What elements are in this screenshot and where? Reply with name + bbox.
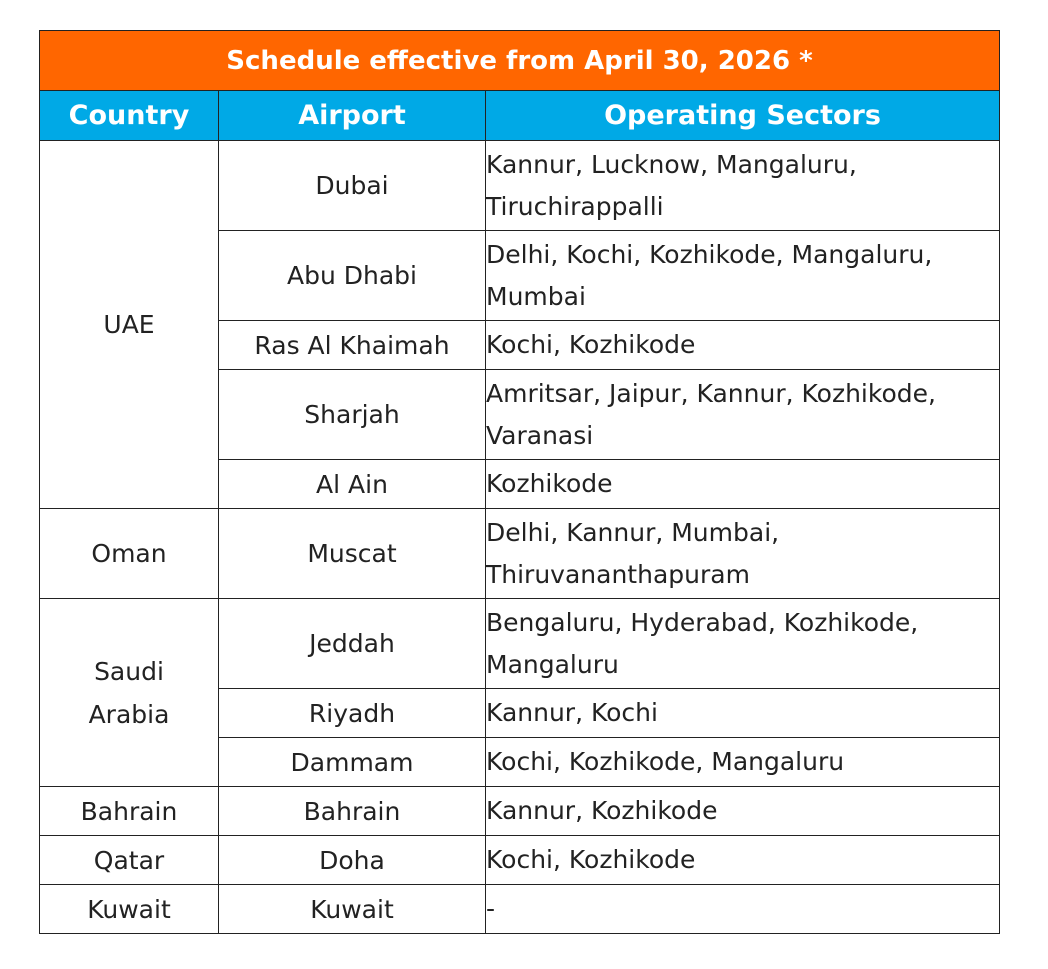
table-row <box>40 885 1000 934</box>
country-cell: UAE <box>40 141 219 509</box>
country-cell: Qatar <box>40 836 219 885</box>
airport-cell: Al Ain <box>219 460 486 509</box>
title-row <box>40 31 1000 91</box>
schedule-table <box>39 30 1000 934</box>
airport-cell: Doha <box>219 836 486 885</box>
country-cell: Oman <box>40 509 219 599</box>
airport-cell: Muscat <box>219 509 486 599</box>
table-row <box>40 141 1000 231</box>
airport-cell: Ras Al Khaimah <box>219 321 486 370</box>
header-operating-sectors: Operating Sectors <box>486 91 1000 141</box>
airport-cell: Bahrain <box>219 787 486 836</box>
sectors-cell: Kozhikode <box>486 460 1000 509</box>
sectors-cell: - <box>486 885 1000 934</box>
airport-cell: Dammam <box>219 738 486 787</box>
country-cell: Saudi Arabia <box>40 599 219 787</box>
sectors-cell: Kochi, Kozhikode, Mangaluru <box>486 738 1000 787</box>
header-row <box>40 91 1000 141</box>
sectors-cell: Kannur, Kochi <box>486 689 1000 738</box>
airport-cell: Sharjah <box>219 370 486 460</box>
airport-cell: Riyadh <box>219 689 486 738</box>
sectors-cell: Amritsar, Jaipur, Kannur, Kozhikode, Varanasi <box>486 370 1000 460</box>
sectors-cell: Kochi, Kozhikode <box>486 836 1000 885</box>
sectors-cell: Delhi, Kochi, Kozhikode, Mangaluru, Mumbai <box>486 231 1000 321</box>
airport-cell: Kuwait <box>219 885 486 934</box>
header-airport: Airport <box>219 91 486 141</box>
sectors-cell: Kannur, Kozhikode <box>486 787 1000 836</box>
airport-cell: Dubai <box>219 141 486 231</box>
table-row <box>40 787 1000 836</box>
sectors-cell: Kochi, Kozhikode <box>486 321 1000 370</box>
country-cell: Bahrain <box>40 787 219 836</box>
header-country: Country <box>40 91 219 141</box>
table-row <box>40 509 1000 599</box>
table-row <box>40 836 1000 885</box>
airport-cell: Abu Dhabi <box>219 231 486 321</box>
sectors-cell: Bengaluru, Hyderabad, Kozhikode, Mangaluru <box>486 599 1000 689</box>
schedule-title: Schedule effective from April 30, 2026 * <box>40 31 1000 91</box>
table-row <box>40 599 1000 689</box>
country-cell: Kuwait <box>40 885 219 934</box>
airport-cell: Jeddah <box>219 599 486 689</box>
sectors-cell: Kannur, Lucknow, Mangaluru, Tiruchirappalli <box>486 141 1000 231</box>
sectors-cell: Delhi, Kannur, Mumbai, Thiruvananthapuram <box>486 509 1000 599</box>
